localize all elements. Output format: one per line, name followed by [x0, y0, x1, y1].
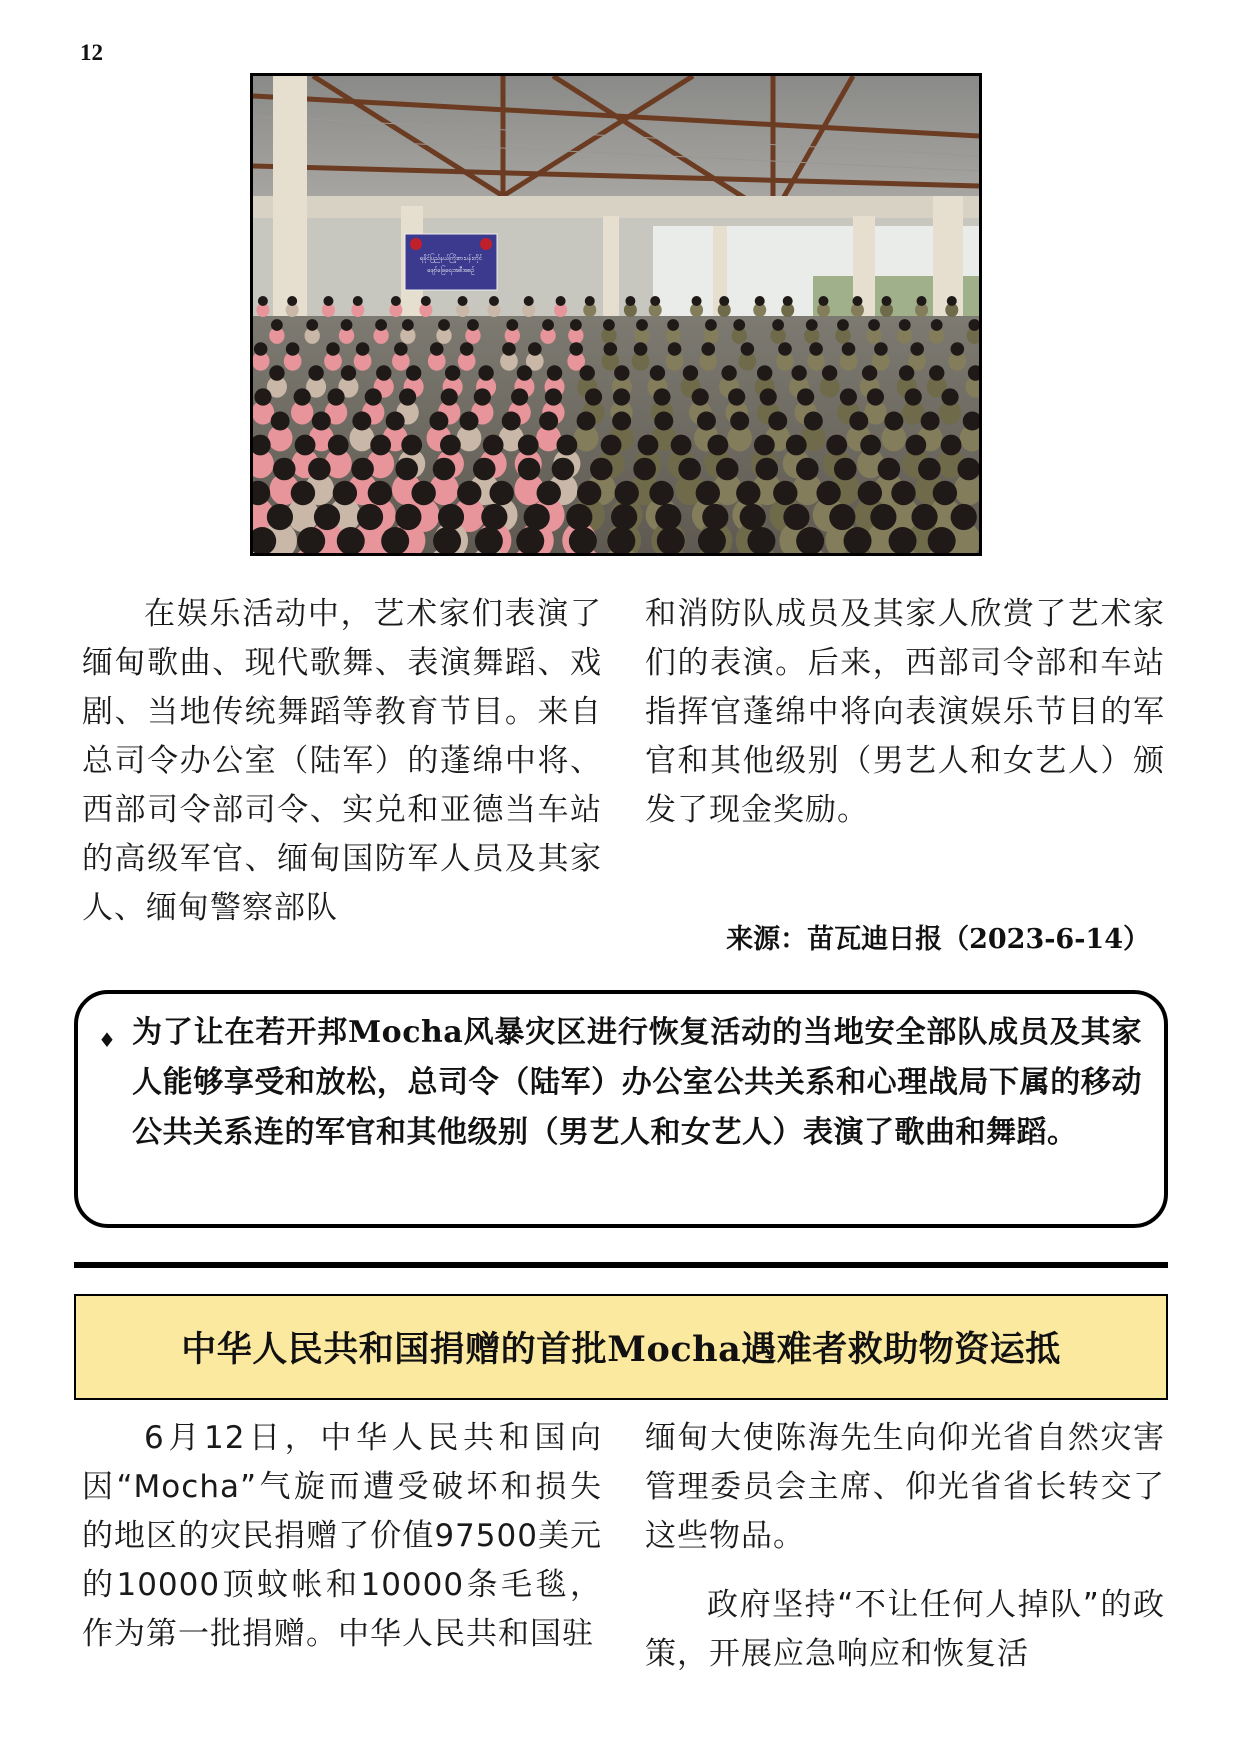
banner-line-1: ရခိုင်ပြည်နယ်ကြိုးစားပန်းတိုင်	[419, 255, 483, 262]
article1-paragraph-2: 和消防队成员及其家人欣赏了艺术家们的表演。后来，西部司令部和车站指挥官蓬绵中将向表演娱乐节目的军官和其他级别（男艺人和女艺人）颁发了现金奖励。	[645, 596, 1165, 828]
article2-headline: 中华人民共和国捐赠的首批Mocha遇难者救助物资运抵	[181, 1329, 1061, 1370]
article2-column-1	[82, 1414, 602, 1659]
event-photo	[250, 73, 982, 556]
article1-column-2	[645, 590, 1165, 835]
page-number: 12	[80, 40, 103, 65]
article2-paragraph-1: 6月12日，中华人民共和国向因“Mocha”气旋而遭受破坏和损失的地区的灾民捐赠了价值97500美元的10000顶蚊帐和10000条毛毯，作为第一批捐赠。中华人民共和国驻	[82, 1420, 602, 1652]
event-photo-illustration	[253, 76, 979, 553]
article1-paragraph-1: 在娱乐活动中，艺术家们表演了缅甸歌曲、现代歌舞、表演舞蹈、戏剧、当地传统舞蹈等教育节目。来自总司令办公室（陆军）的蓬绵中将、西部司令部司令、实兑和亚德当车站的高级军官、缅甸国防军人员及其家人、缅甸警察部队	[82, 596, 602, 926]
callout-box	[74, 990, 1168, 1228]
callout-text: 为了让在若开邦Mocha风暴灾区进行恢复活动的当地安全部队成员及其家人能够享受和放松，总司令（陆军）办公室公共关系和心理战局下属的移动公共关系连的军官和其他级别（男艺人和女艺人）表演了歌曲和舞蹈。	[132, 1015, 1142, 1150]
article1-column-1	[82, 590, 602, 933]
article2-paragraph-2: 缅甸大使陈海先生向仰光省自然灾害管理委员会主席、仰光省省长转交了这些物品。	[645, 1420, 1165, 1554]
article2-paragraph-3: 政府坚持“不让任何人掉队”的政策，开展应急响应和恢复活	[645, 1587, 1165, 1672]
banner-line-2: ဖျော်ဖြေရေးအစီအစဉ်	[427, 267, 475, 274]
article2-column-2	[645, 1414, 1165, 1679]
diamond-bullet-icon: ♦	[98, 1028, 116, 1052]
section-divider	[74, 1262, 1168, 1268]
article2-headline-box	[74, 1294, 1168, 1400]
article1-source: 来源：苗瓦迪日报（2023-6-14）	[726, 924, 1150, 955]
